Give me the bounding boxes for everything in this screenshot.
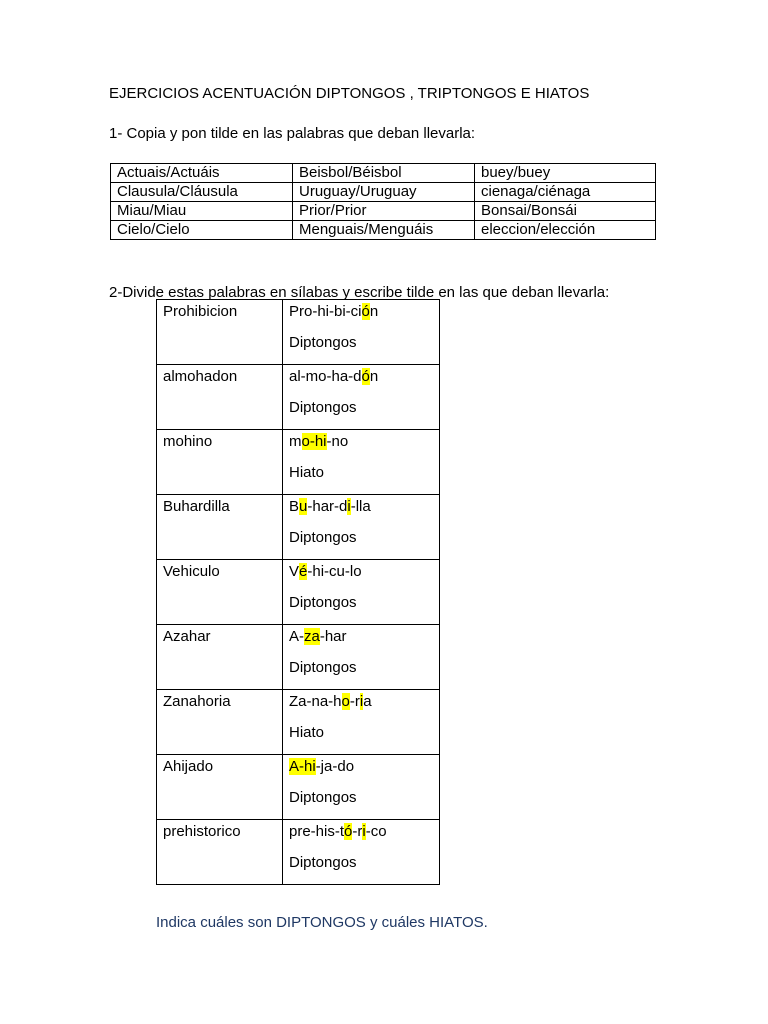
syllable-segment: pre-his-t [289, 823, 345, 840]
table-cell: Clausula/Cláusula [111, 183, 293, 202]
classification-label: Hiato [289, 724, 325, 741]
highlighted-segment: i [347, 498, 351, 515]
highlighted-segment: i [362, 823, 366, 840]
word-cell: Vehiculo [157, 560, 283, 625]
syllable-segment: al-mo-ha-d [289, 368, 362, 385]
syllable-division [289, 498, 371, 515]
word-cell: Zanahoria [157, 690, 283, 755]
table-cell: Actuais/Actuáis [111, 164, 293, 183]
syllable-segment: -har-d [307, 498, 348, 515]
table-cell: Bonsai/Bonsái [475, 202, 656, 221]
table-row [157, 430, 440, 495]
syllable-segment: -co [365, 823, 387, 840]
word-cell: Buhardilla [157, 495, 283, 560]
syllables-cell [283, 495, 440, 560]
table-row [157, 820, 440, 885]
syllables-cell [283, 625, 440, 690]
syllable-segment: B [289, 498, 300, 515]
table-row [111, 221, 656, 240]
syllable-segment: -har [319, 628, 347, 645]
table-cell: Menguais/Menguáis [293, 221, 475, 240]
classification-label: Diptongos [289, 334, 357, 351]
classification-label: Diptongos [289, 594, 357, 611]
table-row [157, 495, 440, 560]
table-row [157, 690, 440, 755]
syllable-segment: a [363, 693, 372, 710]
syllable-segment: m [289, 433, 302, 450]
word-cell: Azahar [157, 625, 283, 690]
exercise-1-instruction: 1- Copia y pon tilde en las palabras que deban llevarla: [109, 125, 476, 142]
highlighted-segment: za [304, 628, 320, 645]
classification-label: Diptongos [289, 659, 357, 676]
syllable-segment: n [369, 368, 379, 385]
table-row [111, 164, 656, 183]
table-cell: Uruguay/Uruguay [293, 183, 475, 202]
syllables-cell [283, 365, 440, 430]
syllable-division [289, 368, 378, 385]
syllable-segment: Pro-hi-bi-ci [289, 303, 362, 320]
syllable-division [289, 433, 348, 450]
syllable-segment: -hi-cu-lo [307, 563, 362, 580]
syllable-table [156, 299, 440, 885]
highlighted-segment: o [341, 693, 350, 710]
highlighted-segment: ó [344, 823, 353, 840]
syllables-cell [283, 820, 440, 885]
syllable-division [289, 563, 362, 580]
highlighted-segment: ó [361, 303, 370, 320]
table-row [111, 183, 656, 202]
word-cell: almohadon [157, 365, 283, 430]
syllable-division [289, 693, 372, 710]
accent-words-table [110, 163, 656, 240]
highlighted-segment: u [299, 498, 308, 515]
syllable-division [289, 758, 354, 775]
table-cell: Prior/Prior [293, 202, 475, 221]
highlighted-segment: i [359, 693, 364, 710]
syllable-segment: V [289, 563, 300, 580]
table-row [157, 625, 440, 690]
word-cell: prehistorico [157, 820, 283, 885]
word-cell: mohino [157, 430, 283, 495]
table-cell: Miau/Miau [111, 202, 293, 221]
syllable-segment: -r [352, 823, 363, 840]
footer-note: Indica cuáles son DIPTONGOS y cuáles HIATOS. [156, 914, 488, 931]
syllable-segment: n [369, 303, 379, 320]
syllable-division [289, 303, 378, 320]
classification-label: Diptongos [289, 399, 357, 416]
highlighted-segment: A-hi [289, 758, 316, 775]
syllable-segment: A- [289, 628, 304, 645]
syllable-segment: -ja-do [315, 758, 355, 775]
highlighted-segment: ó [361, 368, 370, 385]
table-row [157, 365, 440, 430]
page-title: EJERCICIOS ACENTUACIÓN DIPTONGOS , TRIPTONGOS E HIATOS [109, 85, 590, 102]
table-cell: cienaga/ciénaga [475, 183, 656, 202]
classification-label: Hiato [289, 464, 325, 481]
word-cell: Ahijado [157, 755, 283, 820]
syllable-segment: Za-na-h [289, 693, 342, 710]
syllable-table-body [157, 300, 440, 885]
table-cell: Cielo/Cielo [111, 221, 293, 240]
table-cell: buey/buey [475, 164, 656, 183]
highlighted-segment: o-hi [301, 433, 327, 450]
table-row [157, 755, 440, 820]
word-cell: Prohibicion [157, 300, 283, 365]
table-cell: eleccion/elección [475, 221, 656, 240]
syllable-division [289, 823, 387, 840]
syllable-segment: -r [349, 693, 360, 710]
classification-label: Diptongos [289, 789, 357, 806]
exercise-2-instruction: 2-Divide estas palabras en sílabas y escribe tilde en las que deban llevarla: [109, 284, 610, 301]
syllables-cell [283, 430, 440, 495]
classification-label: Diptongos [289, 854, 357, 871]
table-row [111, 202, 656, 221]
table-cell: Beisbol/Béisbol [293, 164, 475, 183]
syllable-segment: -no [326, 433, 349, 450]
classification-label: Diptongos [289, 529, 357, 546]
syllables-cell [283, 560, 440, 625]
syllables-cell [283, 690, 440, 755]
syllable-division [289, 628, 347, 645]
syllables-cell [283, 755, 440, 820]
syllable-segment: -lla [350, 498, 371, 515]
table-row [157, 560, 440, 625]
highlighted-segment: é [299, 563, 308, 580]
table-row [157, 300, 440, 365]
syllables-cell [283, 300, 440, 365]
